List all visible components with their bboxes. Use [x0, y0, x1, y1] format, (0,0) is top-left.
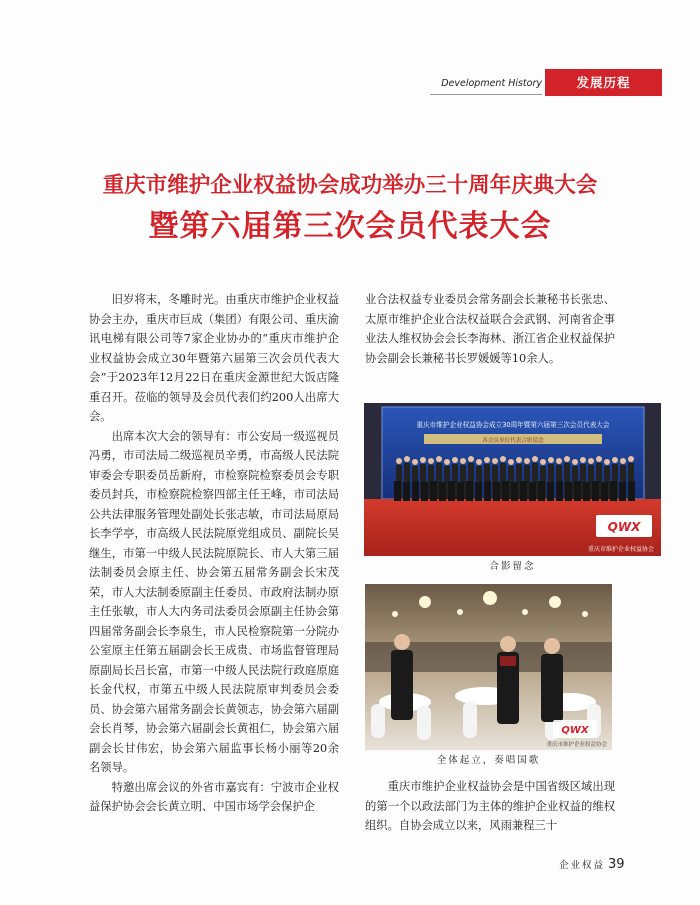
banner-subtitle: 各会员单位代表合影留念	[482, 438, 544, 444]
qwx-logo	[553, 720, 597, 738]
section-label-en: Development History	[430, 74, 542, 95]
page-number: 39	[608, 857, 625, 872]
paragraph-guests: 特邀出席会议的外省市嘉宾有：宁波市企业权益保护协会会长黄立明、中国市场学会保护企	[89, 780, 339, 813]
anthem-photo-caption: 全体起立，奏唱国歌	[436, 755, 541, 766]
paragraph-intro: 旧岁将末，冬雕时光。由重庆市维护企业权益协会主办，重庆市巨成（集团）有限公司、重庆渝讯电梯有限公司等7家企业协办的“重庆市维护企业权益协会成立30年暨第六届第三次会员代表大会”于2023年12月22日在重庆金源世纪大饭店隆重召开。莅临的领导及会员代表们约200人出席大会。	[89, 293, 339, 423]
photo-watermark: 重庆市维护企业权益协会	[587, 546, 654, 553]
group-photo-caption: 合影留念	[489, 561, 536, 572]
section-label-cn: 发展历程	[545, 69, 662, 96]
paragraph-leaders: 出席本次大会的领导有：市公安局一级巡视员冯勇，市司法局二级巡视员辛勇，市高级人民法院审委会专职委员岳新府，市检察院检察委员会专职委员封兵，市检察院检察四部主任王峰，市司法局公共法律服务管理处副处长张志敏，市司法局原局长李学亭，市高级人民法院原党组成员、副院长吴继生，市第一中级人民法院原院长、市人大第三届法制委员会原主任、协会第五届常务副会长宋茂荣，市人大法制委原副主任委员、市政府法制办原主任张敏，市人大内务司法委员会原副主任协会第四届常务副会长李泉生，市人民检察院第一分院办公室原主任第五届副会长王成贵、市场监督管理局原副局长吕长富，市第一中级人民法院行政庭原庭长金代权，市第五中级人民法院原审判委员会委员、协会第六届常务副会长黄领志，协会第六届副会长肖琴，协会第六届副会长黄祖仁，协会第六届副会长甘伟宏，协会第六届监事长杨小丽等20余名领导。	[89, 429, 339, 774]
group-photo	[364, 403, 661, 556]
qwx-logo-text: QWX	[561, 725, 589, 736]
right-column-bottom	[365, 777, 615, 836]
paragraph-association: 重庆市维护企业权益协会是中国省级区域出现的第一个以政法部门为主体的维护企业权益的维权组织。自协会成立以来，风雨兼程三十	[365, 780, 615, 832]
article-title-line1: 重庆市维护企业权益协会成功举办三十周年庆典大会	[102, 173, 598, 198]
qwx-logo-text: QWX	[607, 520, 641, 534]
right-column-top	[365, 290, 615, 368]
paragraph-guests-cont: 业合法权益专业委员会常务副会长兼秘书长张忠、太原市维护企业合法权益联合会武钢、河南省企事业法人维权协会会长李海林、浙江省企业权益保护协会副会长兼秘书长罗媛媛等10余人。	[365, 293, 615, 365]
article-title-line2: 暨第六届第三次会员代表大会	[148, 209, 552, 244]
qwx-logo	[596, 515, 652, 537]
banner-title: 重庆市维护企业权益协会成立30周年暨第六届第三次会员代表大会	[416, 421, 610, 429]
left-column	[89, 290, 339, 817]
photo-watermark: 重庆市维护企业权益协会	[546, 742, 607, 748]
anthem-photo	[365, 584, 612, 750]
magazine-name: 企业权益	[558, 860, 605, 871]
